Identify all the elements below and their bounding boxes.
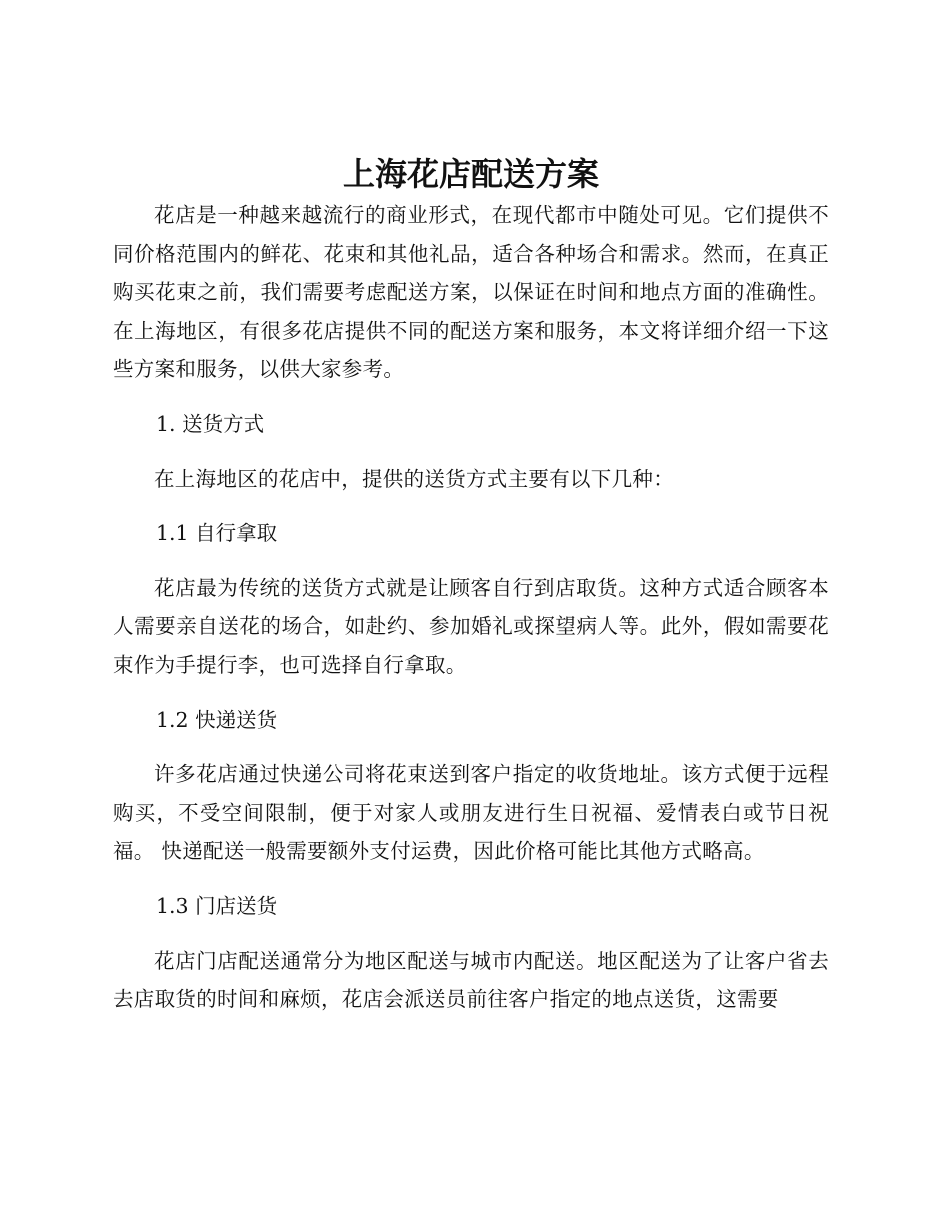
section-heading-store-delivery: 1.3 门店送货 xyxy=(156,893,278,918)
section-heading-express-delivery: 1.2 快递送货 xyxy=(156,707,278,732)
section-heading-self-pickup: 1.1 自行拿取 xyxy=(156,521,278,546)
section-paragraph-express-delivery: 许多花店通过快递公司将花束送到客户指定的收货地址。该方式便于远程购买，不受空间限制，便于对家人或朋友进行生日祝福、爱情表白或节日祝福。 快递配送一般需要额外支付运费，因此价格可能比其他方式略高。 xyxy=(113,762,829,864)
section-paragraph-delivery-methods: 在上海地区的花店中，提供的送货方式主要有以下几种： xyxy=(154,466,674,491)
section-heading-delivery-methods: 1. 送货方式 xyxy=(156,411,265,436)
section-paragraph-store-delivery: 花店门店配送通常分为地区配送与城市内配送。地区配送为了让客户省去去店取货的时间和麻烦，花店会派送员前往客户指定的地点送货，这需要 xyxy=(113,948,829,1012)
document-page xyxy=(113,152,829,1019)
section-paragraph-self-pickup: 花店最为传统的送货方式就是让顾客自行到店取货。这种方式适合顾客本人需要亲自送花的场合，如赴约、参加婚礼或探望病人等。此外，假如需要花束作为手提行李，也可选择自行拿取。 xyxy=(113,575,829,677)
intro-paragraph: 花店是一种越来越流行的商业形式，在现代都市中随处可见。它们提供不同价格范围内的鲜花、花束和其他礼品，适合各种场合和需求。然而，在真正购买花束之前，我们需要考虑配送方案，以保证在时间和地点方面的准确性。在上海地区，有很多花店提供不同的配送方案和服务，本文将详细介绍一下这些方案和服务，以供大家参考。 xyxy=(113,203,829,382)
document-title: 上海花店配送方案 xyxy=(342,155,599,193)
